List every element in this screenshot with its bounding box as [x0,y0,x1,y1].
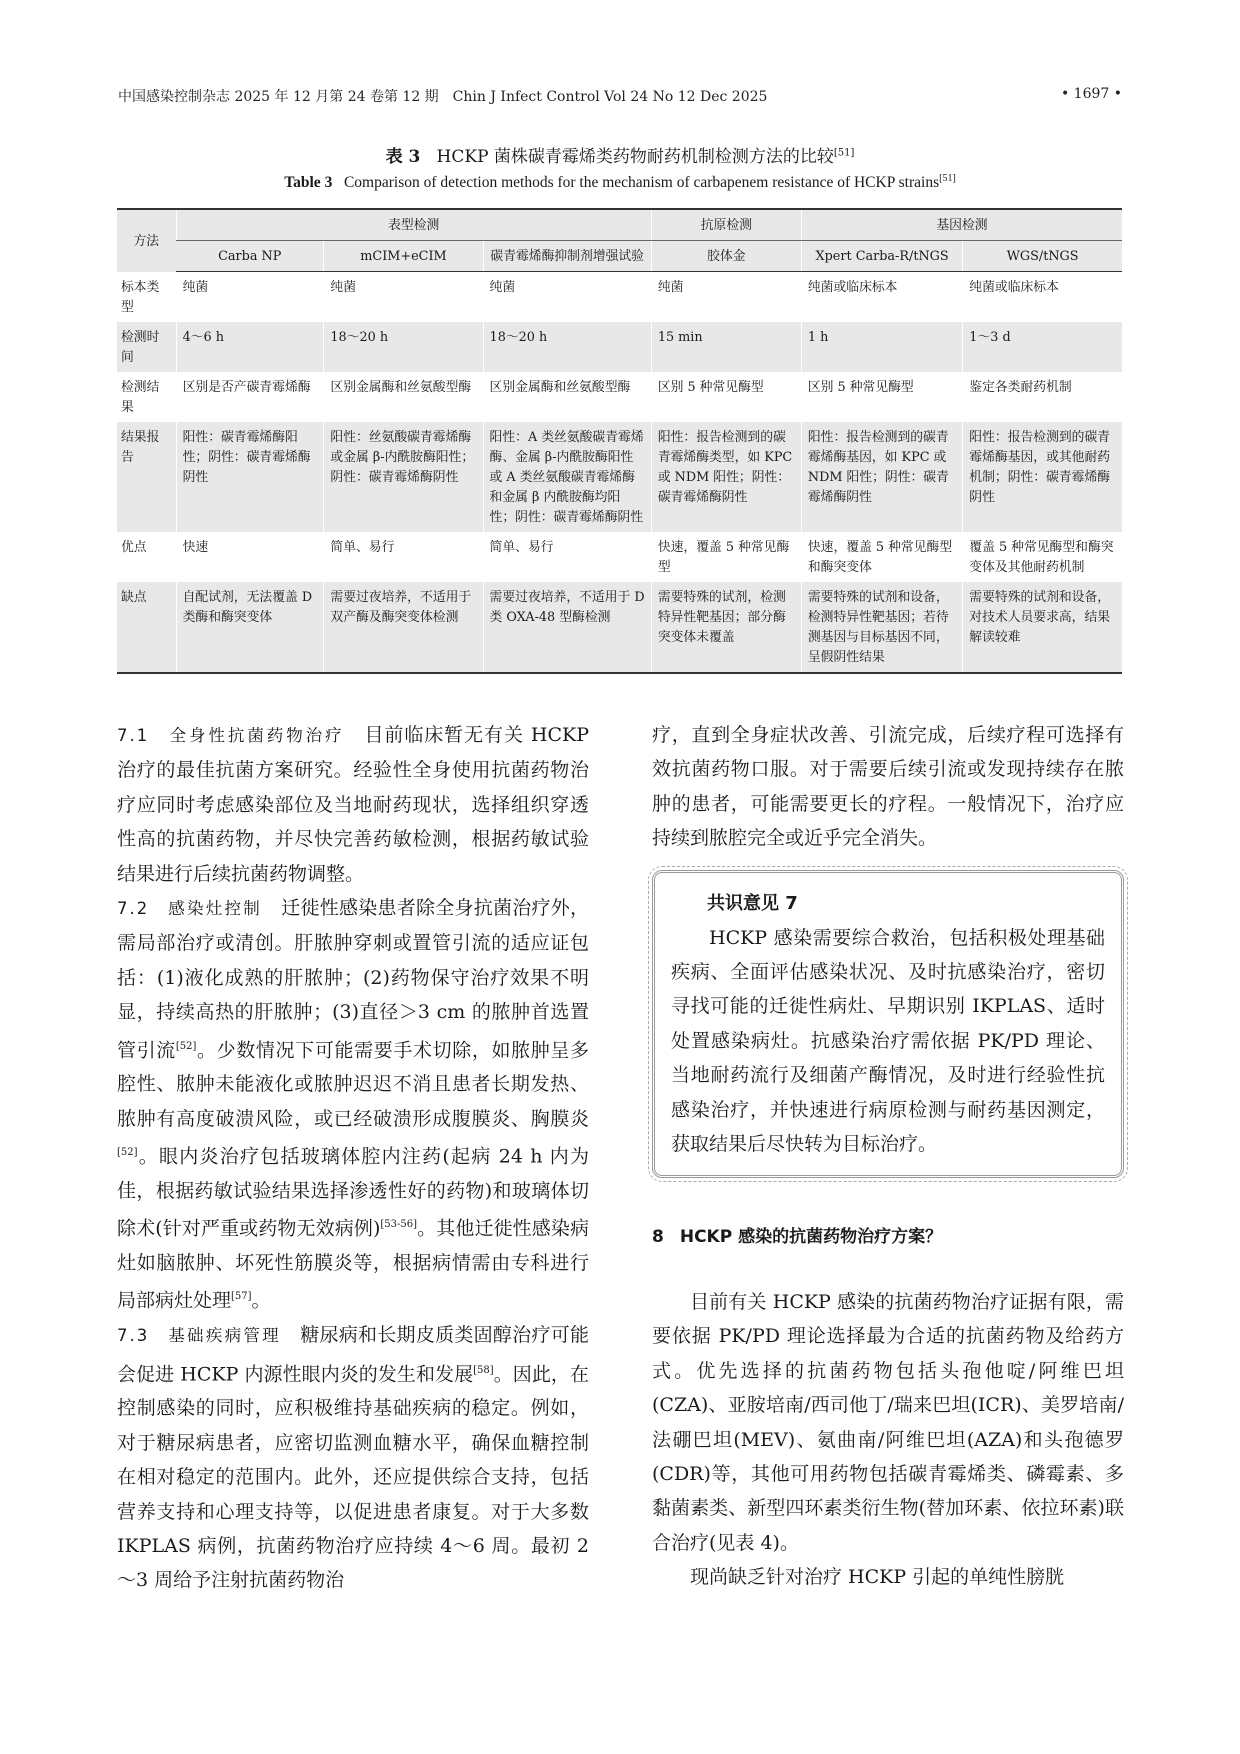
table-cell: 15 min [651,322,801,372]
body-text: 。眼内炎治疗包括玻璃体腔内注药(起病 24 h 内为佳，根据药敏试验结果选择渗透性好的药物)和玻璃体切除术(针对严重或药物无效病例) [117,1145,589,1240]
table-cell: 纯菌 [651,272,801,322]
caption-en-text: Comparison of detection methods for the mechanism of carbapenem resistance of HCKP strains [343,174,940,192]
page-number: • 1697 • [1060,86,1122,102]
method-wgs: WGS/tNGS [963,241,1122,272]
table-cell: 快速，覆盖 5 种常见酶型和酶突变体 [801,532,962,582]
row-label: 标本类型 [121,279,160,315]
table-cell: 4～6 h [176,322,324,372]
caption-en-label: Table 3 [284,174,333,192]
table-row [117,582,1122,673]
group-phenotype: 表型检测 [176,209,651,241]
row-label: 结果报告 [117,422,176,532]
paragraph-8-2: 现尚缺乏针对治疗 HCKP 引起的单纯性膀胱 [690,1566,1065,1589]
section-8-number: 8 [652,1227,664,1248]
table-cell: 区别 5 种常见酶型 [651,372,801,422]
row-label: 检测时间 [117,322,176,372]
paragraph-7-2 [117,891,589,1318]
running-header [118,86,1122,106]
table-cell: 阳性：报告检测到的碳青霉烯酶类型，如 KPC 或 NDM 阳性；阴性：碳青霉烯酶阴性 [651,422,801,532]
method-carba-np: Carba NP [176,241,324,272]
table-cell: 纯菌 [324,272,483,322]
caption-cn-label: 表 3 [385,147,421,167]
section-8-title: HCKP 感染的抗菌药物治疗方案？ [679,1227,943,1248]
right-column [652,718,1124,1595]
table-row [117,372,1122,422]
table-row [117,322,1122,372]
table-cell: 阳性：报告检测到的碳青霉烯酶基因，或其他耐药机制；阴性：碳青霉烯酶阴性 [963,422,1122,532]
section-7-2-title: 7.2 感染灶控制 [117,899,262,919]
left-column [117,718,589,1598]
table-cell: 1～3 d [963,322,1122,372]
table-cell: 18～20 h [324,322,483,372]
table-cell: 阳性：碳青霉烯酶阳性；阴性：碳青霉烯酶阴性 [176,422,324,532]
group-antigen: 抗原检测 [651,209,801,241]
table-cell: 快速 [176,532,324,582]
continued-paragraph: 疗，直到全身症状改善、引流完成，后续疗程可选择有效抗菌药物口服。对于需要后续引流或发现持续存在脓肿的患者，可能需要更长的疗程。一般情况下，治疗应持续到脓腔完全或近乎完全消失。 [652,724,1124,850]
paragraph-7-1 [117,718,589,891]
group-gene: 基因检测 [801,209,1122,241]
body-text: 糖尿病和长期皮质类固醇治疗可能会促进 HCKP 内源性眼内炎的发生和发展 [117,1324,589,1385]
table-cell: 1 h [801,322,962,372]
table-cell: 鉴定各类耐药机制 [963,372,1122,422]
section-7-1-text: 目前临床暂无有关 HCKP 治疗的最佳抗菌方案研究。经验性全身使用抗菌药物治疗应同时考虑感染部位及当地耐药现状，选择组织穿透性高的抗菌药物，并尽快完善药敏检测，根据药敏试验结果进行后续抗菌药物调整。 [117,724,589,885]
consensus-box [652,870,1124,1179]
consensus-text: HCKP 感染需要综合救治，包括积极处理基础疾病、全面评估感染状况、及时抗感染治疗，密切寻找可能的迁徙性病灶、早期识别 IKPLAS、适时处置感染病灶。抗感染治疗需依据 PK/PD 理论、当地耐药流行及细菌产酶情况，及时进行经验性抗感染治疗，并快速进行病原检测与耐药基因测定，获取结果后尽快转为目标治疗。 [671,926,1105,1156]
table-cell: 纯菌 [483,272,651,322]
table-cell: 需要特殊的试剂，检测特异性靶基因；部分酶突变体未覆盖 [651,582,801,673]
table-cell: 阳性：A 类丝氨酸碳青霉烯酶、金属 β-内酰胺酶阳性或 A 类丝氨酸碳青霉烯酶和金属 β 内酰胺酶均阳性；阴性：碳青霉烯酶阴性 [483,422,651,532]
body-text: 。 [251,1289,271,1312]
table-cell: 覆盖 5 种常见酶型和酶突变体及其他耐药机制 [963,532,1122,582]
table-cell: 阳性：报告检测到的碳青霉烯酶基因，如 KPC 或 NDM 阳性；阴性：碳青霉烯酶阴性 [801,422,962,532]
caption-en [100,173,1140,192]
table-row [117,532,1122,582]
citation: [52] [175,1040,197,1052]
table-cell: 纯菌 [176,272,324,322]
table-row [117,422,1122,532]
table-caption [100,142,1140,192]
table-cell: 阳性：丝氨酸碳青霉烯酶或金属 β-内酰胺酶阳性；阴性：碳青霉烯酶阴性 [324,422,483,532]
table-cell: 需要特殊的试剂和设备，检测特异性靶基因；若待测基因与目标基因不同，呈假阴性结果 [801,582,962,673]
body-text: 迁徙性感染患者除全身抗菌治疗外，需局部治疗或清创。肝脓肿穿刺或置管引流的适应证包括：(1)液化成熟的肝脓肿；(2)药物保守治疗效果不明显，持续高热的肝脓肿；(3)直径＞3 cm 的脓肿首选置管引流 [117,897,589,1061]
caption-cn-ref: [51] [833,147,855,159]
citation: [58] [473,1364,494,1376]
method-mcim: mCIM+eCIM [324,241,483,272]
row-label: 优点 [121,539,147,555]
caption-en-ref: [51] [939,173,956,184]
citation: [53-56] [380,1219,417,1231]
caption-cn-text: HCKP 菌株碳青霉烯类药物耐药机制检测方法的比较 [436,147,834,167]
table-cell: 快速，覆盖 5 种常见酶型 [651,532,801,582]
table-cell: 需要过夜培养，不适用于双产酶及酶突变体检测 [324,582,483,673]
table-cell: 区别金属酶和丝氨酸型酶 [324,372,483,422]
consensus-title: 共识意见 7 [707,892,798,914]
table-cell: 区别金属酶和丝氨酸型酶 [483,372,651,422]
table-cell: 简单、易行 [324,532,483,582]
table-cell: 纯菌或临床标本 [963,272,1122,322]
body-text: 。其他迁徙性感染病灶如脑脓肿、坏死性筋膜炎等，根据病情需由专科进行局部病灶处理 [117,1217,589,1312]
caption-cn [100,142,1140,167]
table-cell: 自配试剂，无法覆盖 D 类酶和酶突变体 [176,582,324,673]
section-7-1-title: 7.1 全身性抗菌药物治疗 [117,726,345,745]
table-cell: 需要特殊的试剂和设备，对技术人员要求高，结果解读较难 [963,582,1122,673]
row-label: 缺点 [117,582,176,673]
citation: [52] [117,1147,138,1159]
paragraph-7-3 [117,1318,589,1598]
method-colloidal-gold: 胶体金 [651,241,801,272]
table-cell: 区别 5 种常见酶型 [801,372,962,422]
table-cell: 需要过夜培养，不适用于 D 类 OXA-48 型酶检测 [483,582,651,673]
comparison-table [117,208,1122,674]
method-inhibitor: 碳青霉烯酶抑制剂增强试验 [483,241,651,272]
journal-info: 中国感染控制杂志 2025 年 12 月第 24 卷第 12 期 Chin J Infect Control Vol 24 No 12 Dec 2025 [118,89,768,105]
method-header: 方法 [117,209,176,272]
table-cell: 区别是否产碳青霉烯酶 [176,372,324,422]
paragraph-8-1: 目前有关 HCKP 感染的抗菌药物治疗证据有限，需要依据 PK/PD 理论选择最为合适的抗菌药物及给药方式。优先选择的抗菌药物包括头孢他啶/阿维巴坦(CZA)、亚胺培南/西司他丁/瑞来巴坦(ICR)、美罗培南/法硼巴坦(MEV)、氨曲南/阿维巴坦(AZA)和头孢德罗(CDR)等，其他可用药物包括碳青霉烯类、磷霉素、多黏菌素类、新型四环素类衍生物(替加环素、依拉环素)联合治疗(见表 4)。 [652,1290,1124,1554]
body-text: 。因此，在控制感染的同时，应积极维持基础疾病的稳定。例如，对于糖尿病患者，应密切监测血糖水平，确保血糖控制在相对稳定的范围内。此外，还应提供综合支持，包括营养支持和心理支持等，以促进患者康复。对于大多数 IKPLAS 病例，抗菌药物治疗应持续 4～6 周。最初 2～3 周给予注射抗菌药物治 [117,1362,589,1592]
section-7-3-title: 7.3 基础疾病管理 [117,1326,281,1346]
table-cell: 纯菌或临床标本 [801,272,962,322]
table-cell: 18～20 h [483,322,651,372]
table-cell: 简单、易行 [483,532,651,582]
row-label: 检测结果 [121,379,160,415]
section-8-heading [652,1220,1124,1254]
method-xpert: Xpert Carba-R/tNGS [801,241,962,272]
body-text: 。少数情况下可能需要手术切除，如脓肿呈多腔性、脓肿未能液化或脓肿迟迟不消且患者长期发热、脓肿有高度破溃风险，或已经破溃形成腹膜炎、胸膜炎 [117,1038,589,1130]
citation: [57] [231,1291,252,1303]
table-row [117,272,1122,322]
